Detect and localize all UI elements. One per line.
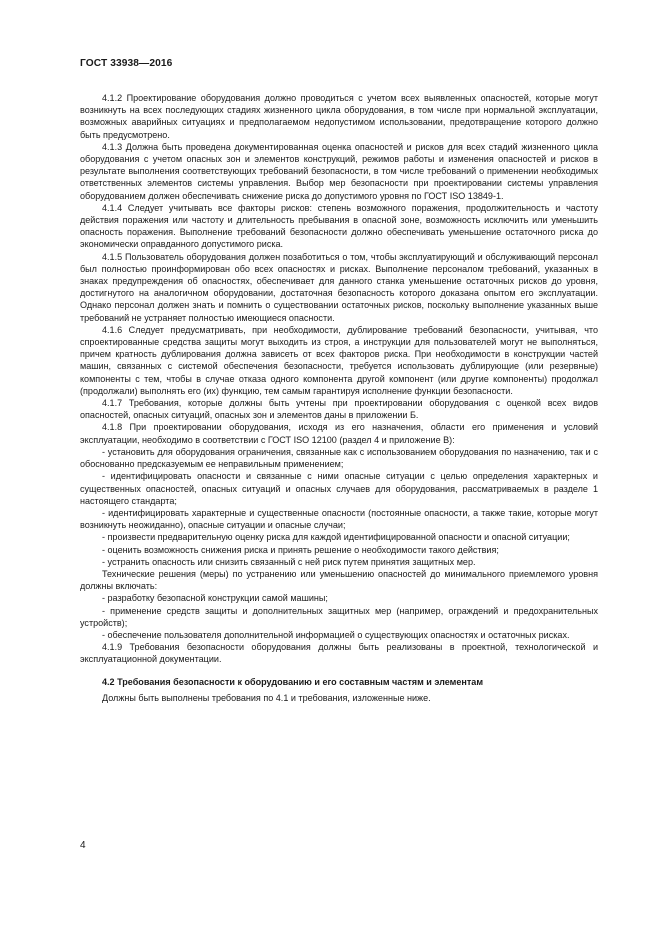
list-item: - устранить опасность или снизить связанный с ней риск путем принятия защитных мер.	[102, 556, 476, 567]
paragraph-4-1-2: 4.1.2 Проектирование оборудования должно проводиться с учетом всех выявленных опасностей, которые могут возникнуть на всех последующих стадиях жизненного цикла оборудования, в том числе при нормальной эксплуатации, возможных аварийных ситуациях и предполагаемом недопустимом использовании, предотвращение которого должно быть предусмотрено.	[80, 93, 598, 140]
paragraph-4-1-7: 4.1.7 Требования, которые должны быть учтены при проектировании оборудования с оценкой всех видов опасностей, опасных ситуаций, опасных зон и элементов даны в приложении Б.	[80, 398, 598, 421]
paragraph-4-1-6: 4.1.6 Следует предусматривать, при необходимости, дублирование требований безопасности, учитывая, что спроектированные средства защиты могут выходить из строя, а инструкции для пользователей могут не выполняться, причем кратность дублирования должна зависеть от всех факторов риска. При необходимости в конструкции частей машин, связанных с системой обеспечения безопасности, требуется использовать дублирующие (или резервные) компоненты с тем, чтобы в случае отказа одного компонента другой компонент (или другие компоненты) продолжал (продолжали) выполнять его (их) функцию, тем самым гарантируя исполнение функции безопасности.	[80, 324, 598, 396]
list-item: - идентифицировать опасности и связанные с ними опасные ситуации с целью определения характерных и существенных опасностей, опасных ситуаций и опасных случаев для оборудования, рассматриваемых в разделе 1 настоящего стандарта;	[80, 471, 598, 506]
paragraph-4-1-5: 4.1.5 Пользователь оборудования должен позаботиться о том, чтобы эксплуатирующий и обслуживающий персонал был полностью проинформирован обо всех опасностях и рисках. Выполнение персоналом требований, указанных в знаках предупреждения об опасностях, обеспечивает для данного станка уменьшение остаточных рисков до уровня, достигнутого на аналогичном оборудовании, достаточная безопасность которого доказана опытом его эксплуатации. Однако персонал должен знать и помнить о существовании остаточных рисков, поскольку выполнение указанных выше требований не устраняет полностью имеющиеся опасности.	[80, 251, 598, 323]
document-header: ГОСТ 33938—2016	[80, 58, 173, 69]
page-number: 4	[80, 840, 86, 851]
list-item: - разработку безопасной конструкции самой машины;	[102, 593, 328, 604]
list-item: - оценить возможность снижения риска и принять решение о необходимости такого действия;	[102, 544, 499, 555]
document-body	[80, 92, 598, 704]
paragraph-technical-solutions: Технические решения (меры) по устранению или уменьшению опасностей до минимального приемлемого уровня должны включать:	[80, 568, 598, 592]
list-item: - идентифицировать характерные и существенные опасности (постоянные опасности, а также такие, которые могут возникнуть неожиданно), опасные ситуации и опасные случаи;	[80, 507, 598, 531]
list-item: - произвести предварительную оценку риска для каждой идентифицированной опасности и опасной ситуации;	[102, 532, 570, 543]
paragraph-4-1-3: 4.1.3 Должна быть проведена документированная оценка опасностей и рисков для всех стадий жизненного цикла оборудования с учетом опасных зон и элементов конструкций, режимов работы и изменения опасностей и рисков в результате выполнения соответствующих требований безопасности, в том числе требований о применении необходимых ответственных элементов системы управления. Выбор мер безопасности при проектировании системы управления оборудованием должен обеспечивать снижение риска до допустимого уровня по ГОСТ ISO 13849-1.	[80, 141, 598, 201]
list-item: - обеспечение пользователя дополнительной информацией о существующих опасностях и остаточных рисках.	[102, 629, 570, 640]
paragraph-4-1-8: 4.1.8 При проектировании оборудования, исходя из его назначения, области его применения и условий эксплуатации, необходимо в соответствии с ГОСТ ISO 12100 (раздел 4 и приложение В):	[80, 422, 598, 445]
section-heading: 4.2 Требования безопасности к оборудованию и его составным частям и элементам	[102, 676, 484, 687]
list-item: - применение средств защиты и дополнительных защитных мер (например, ограждений и предохранительных устройств);	[80, 605, 598, 628]
section-text: Должны быть выполнены требования по 4.1 и требования, изложенные ниже.	[102, 692, 431, 703]
list-item: - установить для оборудования ограничения, связанные как с использованием оборудования по назначению, так и с обоснованно предсказуемым ее неправильным применением;	[80, 446, 598, 470]
paragraph-4-1-4: 4.1.4 Следует учитывать все факторы рисков: степень возможного поражения, продолжительность и частоту действия поражения или частоту и длительность пребывания в опасной зоне, возможность исключить или уменьшить опасность поражения. Выполнение требований безопасности должно обеспечивать уменьшение остаточного риска до экономически оправданного допустимого риска.	[80, 202, 598, 250]
paragraph-4-1-9: 4.1.9 Требования безопасности оборудования должны быть реализованы в проектной, технологической и эксплуатационной документации.	[80, 642, 598, 665]
